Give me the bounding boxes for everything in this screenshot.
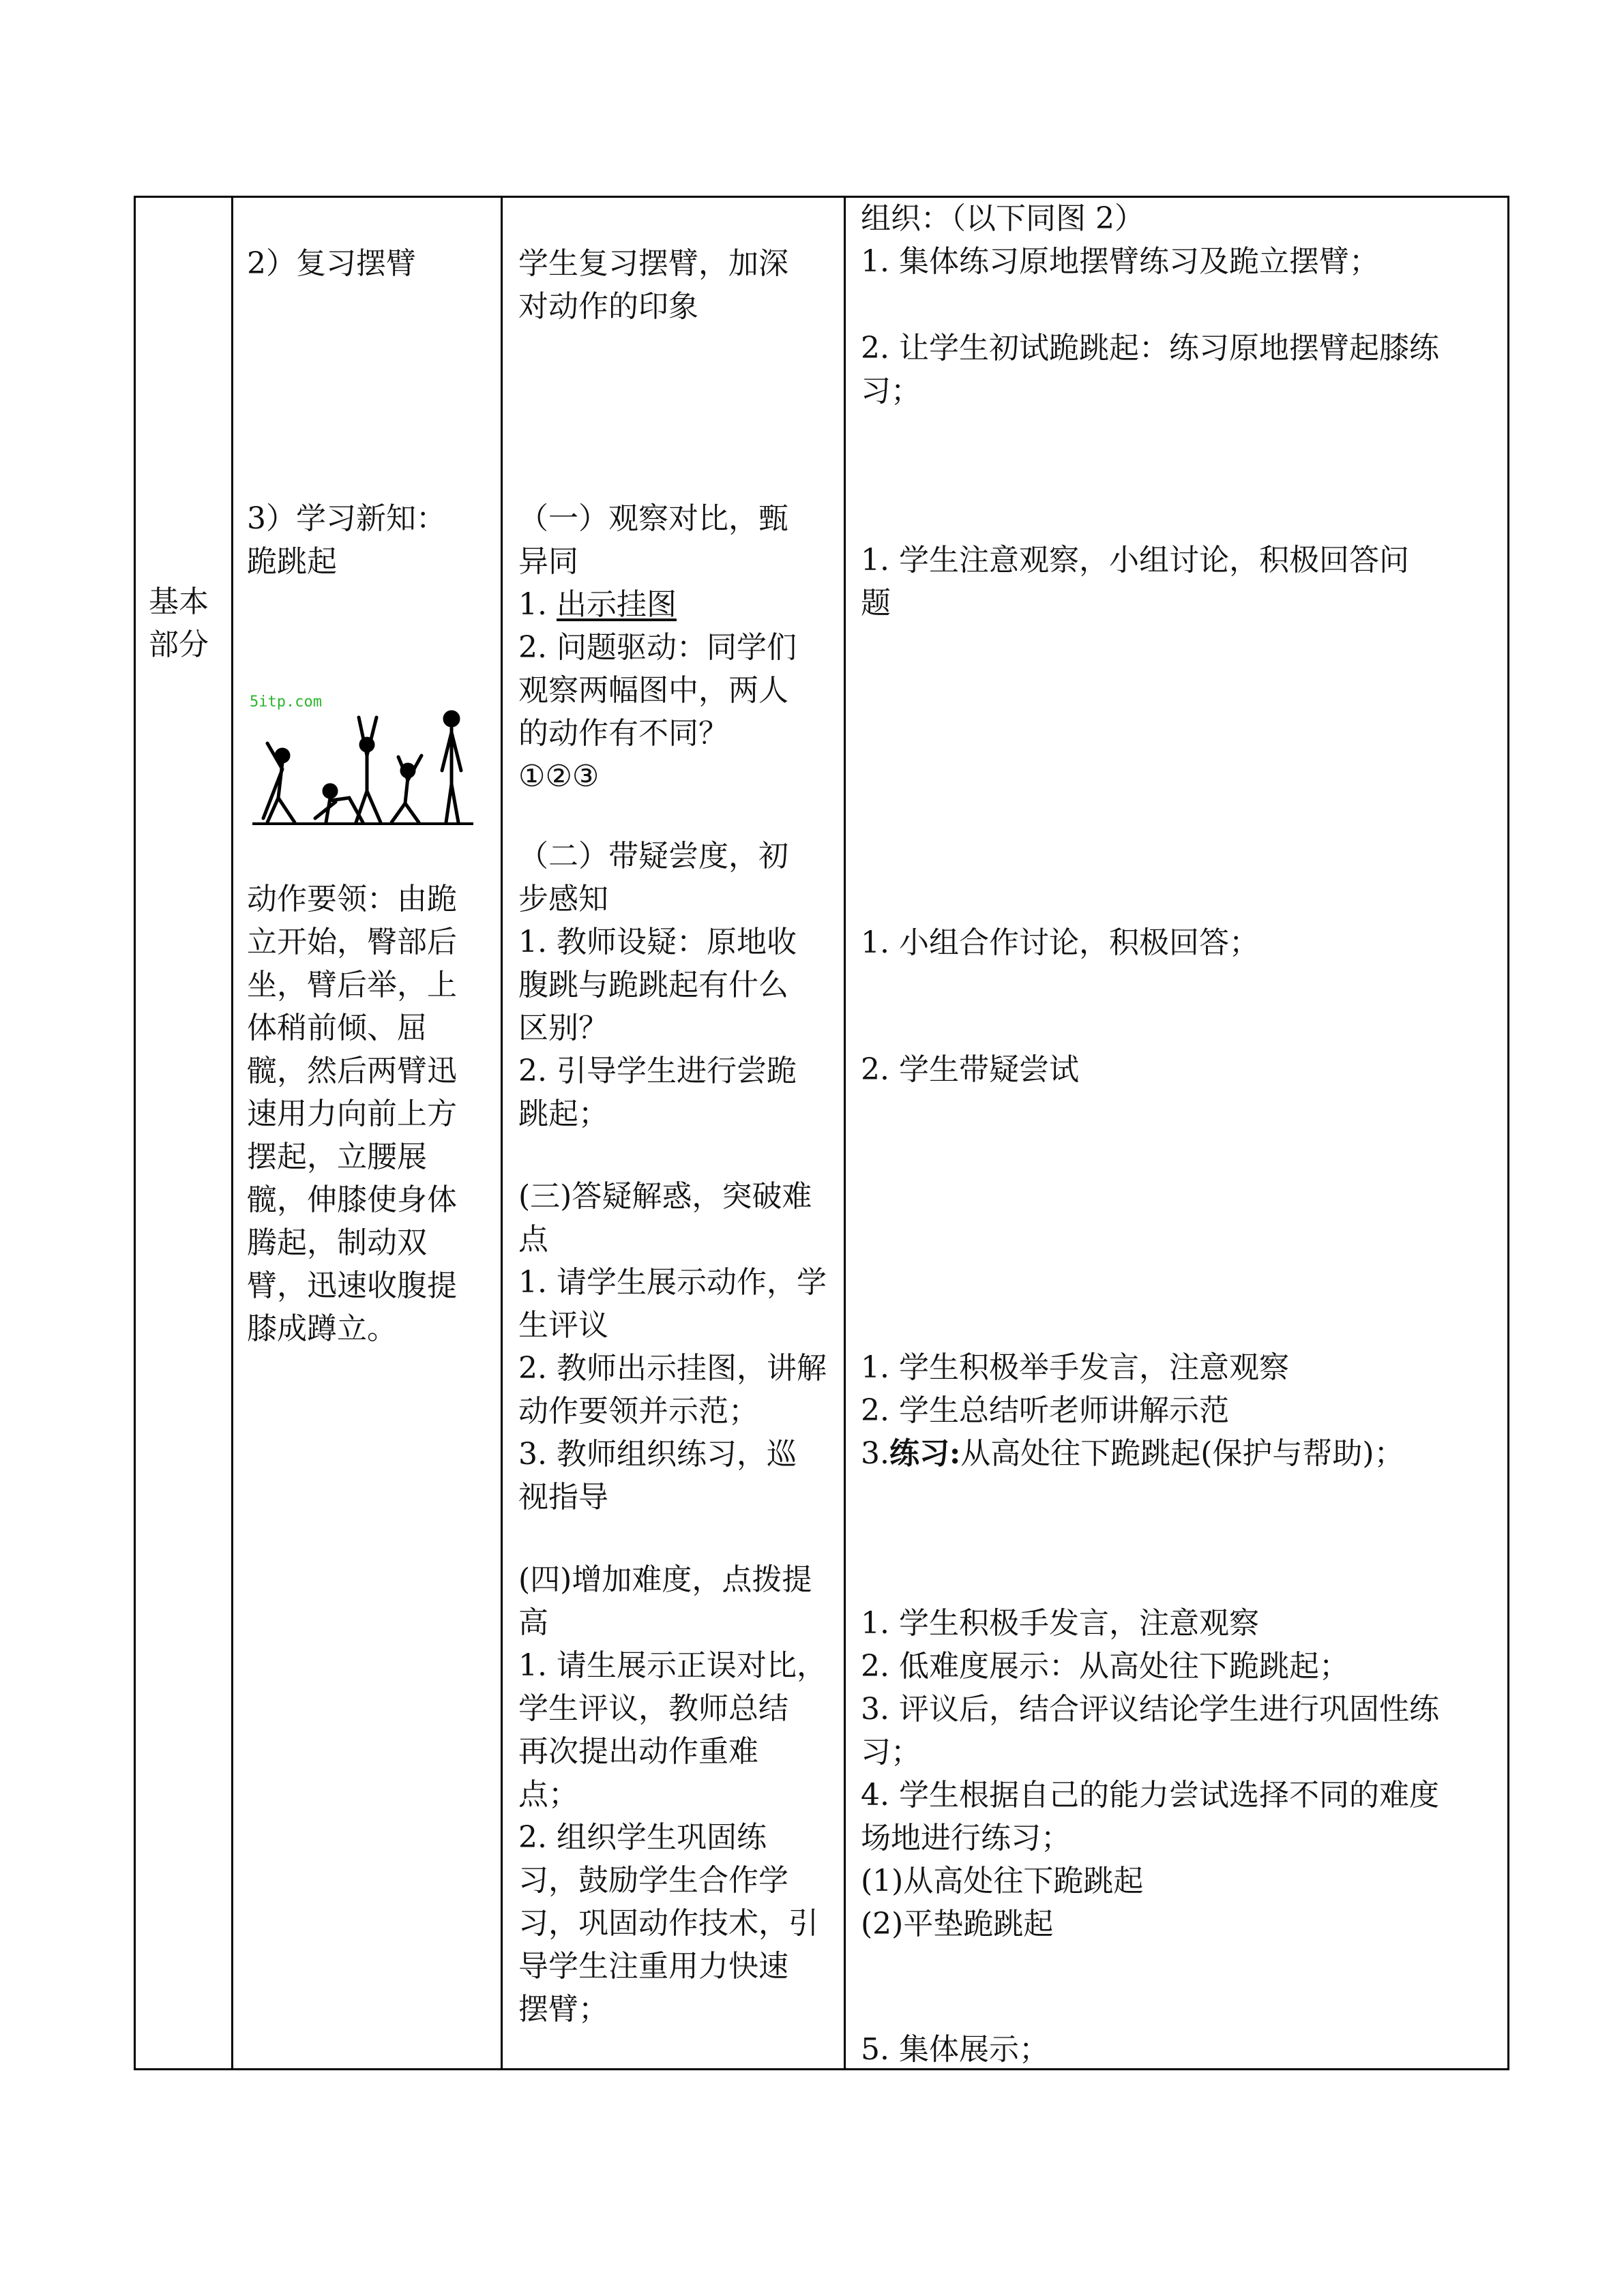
kneeling-jump-figure-svg — [247, 689, 479, 837]
key-points-line-7: 摆起，立腰展 — [247, 1139, 427, 1174]
practice-2-line-2: 习； — [861, 374, 921, 408]
step1-line-5: 的动作有不同？ — [518, 716, 728, 751]
difficulty-line-1: 1. 学生积极手发言，注意观察 — [861, 1606, 1259, 1641]
difficulty-line-4: 习； — [861, 1735, 921, 1770]
step2-line-7: 跳起； — [518, 1097, 608, 1131]
show-chart-link[interactable]: 出示挂图 — [556, 587, 677, 622]
section-column — [136, 198, 233, 2068]
answer-line-3 — [861, 1433, 1404, 1475]
answer-line-3-text: 从高处往下跪跳起(保护与帮助)； — [960, 1436, 1404, 1471]
group-display: 5. 集体展示； — [861, 2032, 1049, 2067]
review-swing-item: 2）复习摆臂 — [247, 246, 416, 281]
step4-line-7: 2. 组织学生巩固练 — [518, 1820, 767, 1855]
step3-line-2: 点 — [518, 1222, 548, 1257]
step4-line-10: 导学生注重用力快速 — [518, 1949, 788, 1984]
difficulty-line-8: (2)平垫跪跳起 — [861, 1907, 1054, 1941]
step4-line-4: 学生评议，教师总结 — [518, 1691, 788, 1726]
observe-line-2: 题 — [861, 586, 891, 621]
key-points-line-1: 动作要领：由跪 — [247, 882, 457, 916]
practice-label: 练习: — [889, 1436, 961, 1471]
step4-line-1: (四)增加难度，点拨提 — [518, 1562, 812, 1597]
step4-line-11: 摆臂； — [518, 1992, 608, 2027]
step3-line-1: (三)答疑解惑，突破难 — [518, 1179, 812, 1214]
step2-line-5: 区别？ — [518, 1011, 608, 1045]
answer-line-2: 2. 学生总结听老师讲解示范 — [861, 1393, 1229, 1428]
key-points-line-2: 立开始，臀部后 — [247, 925, 457, 959]
key-points-line-5: 髋，然后两臂迅 — [247, 1054, 457, 1088]
section-label-line-2: 部分 — [149, 627, 209, 662]
difficulty-line-3: 3. 评议后，结合评议结论学生进行巩固性练 — [861, 1692, 1439, 1727]
step4-line-5: 再次提出动作重难 — [518, 1734, 758, 1769]
step2-line-1: （二）带疑尝度，初 — [518, 839, 788, 874]
step4-line-2: 高 — [518, 1605, 548, 1640]
answer-line-1: 1. 学生积极举手发言，注意观察 — [861, 1350, 1289, 1385]
new-skill-item-line-1: 3）学习新知： — [247, 501, 446, 536]
observe-line-1: 1. 学生注意观察，小组讨论，积极回答问 — [861, 543, 1409, 578]
key-points-line-8: 髋，伸膝使身体 — [247, 1182, 457, 1217]
key-points-line-11: 膝成蹲立。 — [247, 1311, 397, 1346]
step1-item-1 — [518, 584, 677, 626]
review-line-1: 学生复习摆臂，加深 — [518, 246, 788, 281]
figure-sequence — [263, 712, 461, 822]
key-points-line-10: 臂，迅速收腹提 — [247, 1268, 457, 1303]
step3-line-6: 动作要领并示范； — [518, 1394, 758, 1429]
step1-line-3: 2. 问题驱动：同学们 — [518, 630, 797, 665]
difficulty-line-5: 4. 学生根据自己的能力尝试选择不同的难度 — [861, 1778, 1439, 1813]
practice-2-line-1: 2. 让学生初试跪跳起：练习原地摆臂起膝练 — [861, 331, 1439, 366]
step2-line-6: 2. 引导学生进行尝跪 — [518, 1054, 797, 1088]
step3-line-5: 2. 教师出示挂图，讲解 — [518, 1351, 827, 1386]
step1-item-1-number: 1. — [518, 587, 547, 622]
step3-line-7: 3. 教师组织练习，巡 — [518, 1437, 797, 1472]
step1-title-line-1: （一）观察对比，甄 — [518, 501, 788, 536]
figure-watermark: 5itp.com — [250, 694, 322, 711]
step3-line-8: 视指导 — [518, 1480, 608, 1515]
difficulty-line-7: (1)从高处往下跪跳起 — [861, 1864, 1144, 1898]
step1-line-6: ①②③ — [518, 759, 600, 794]
review-line-2: 对动作的印象 — [518, 289, 698, 324]
step2-line-3: 1. 教师设疑：原地收 — [518, 925, 797, 959]
student-attempt: 2. 学生带疑尝试 — [861, 1052, 1079, 1087]
step4-line-3: 1. 请生展示正误对比， — [518, 1648, 827, 1683]
key-points-line-4: 体稍前倾、屈 — [247, 1011, 427, 1045]
step2-line-2: 步感知 — [518, 882, 608, 916]
new-skill-item-line-2: 跪跳起 — [247, 544, 337, 579]
step2-line-4: 腹跳与跪跳起有什么 — [518, 968, 788, 1002]
step4-line-6: 点； — [518, 1777, 578, 1812]
key-points-line-9: 腾起，制动双 — [247, 1225, 427, 1260]
step3-line-4: 生评议 — [518, 1308, 608, 1343]
difficulty-line-6: 场地进行练习； — [861, 1821, 1071, 1855]
step1-title-line-2: 异同 — [518, 544, 578, 579]
answer-line-3-number: 3. — [861, 1436, 889, 1471]
group-discussion: 1. 小组合作讨论，积极回答； — [861, 925, 1259, 960]
step4-line-9: 习，巩固动作技术，引 — [518, 1906, 818, 1941]
step3-line-3: 1. 请学生展示动作，学 — [518, 1265, 827, 1300]
difficulty-line-2: 2. 低难度展示：从高处往下跪跳起； — [861, 1649, 1349, 1684]
key-points-line-6: 速用力向前上方 — [247, 1097, 457, 1131]
key-points-line-3: 坐，臂后举，上 — [247, 968, 457, 1002]
kneeling-jump-illustration — [247, 689, 479, 837]
organization-note: 组织：（以下同图 2） — [861, 201, 1145, 236]
practice-1: 1. 集体练习原地摆臂练习及跪立摆臂； — [861, 244, 1379, 279]
step1-line-4: 观察两幅图中，两人 — [518, 673, 788, 708]
section-label-line-1: 基本 — [149, 584, 209, 619]
step4-line-8: 习，鼓励学生合作学 — [518, 1863, 788, 1898]
